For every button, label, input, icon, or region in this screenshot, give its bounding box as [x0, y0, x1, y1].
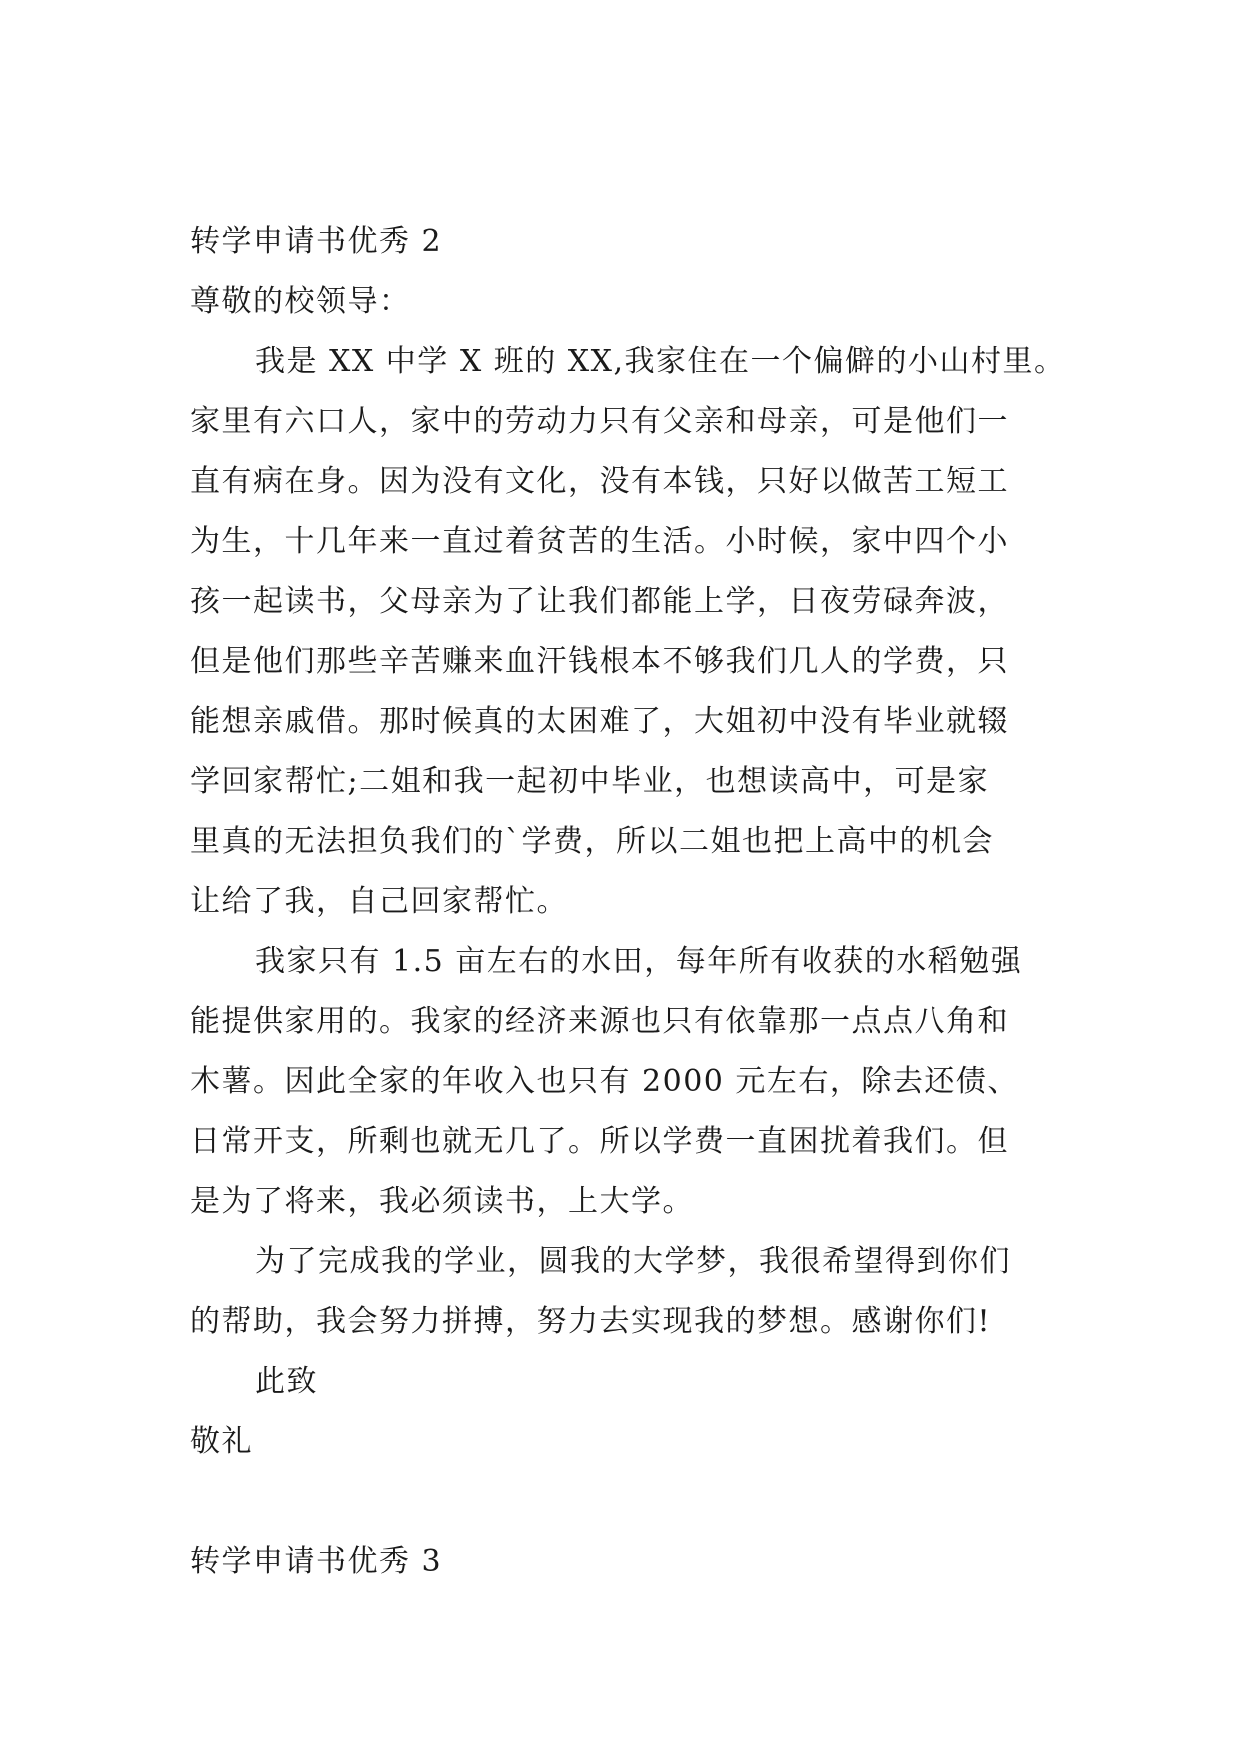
- paragraph-line: 直有病在身。因为没有文化，没有本钱，只好以做苦工短工: [190, 464, 1009, 499]
- paragraph-line: 我家只有 1.5 亩左右的水田，每年所有收获的水稻勉强: [255, 944, 1023, 979]
- paragraph-line: 能想亲戚借。那时候真的太困难了，大姐初中没有毕业就辍: [190, 704, 1009, 739]
- paragraph-line: 为了完成我的学业，圆我的大学梦，我很希望得到你们: [255, 1244, 1011, 1279]
- section-heading: 转学申请书优秀 3: [190, 1544, 443, 1579]
- paragraph-line: 里真的无法担负我们的`学费，所以二姐也把上高中的机会: [190, 824, 994, 859]
- paragraph-line: 能提供家用的。我家的经济来源也只有依靠那一点点八角和: [190, 1004, 1009, 1039]
- paragraph-line: 木薯。因此全家的年收入也只有 2000 元左右，除去还债、: [190, 1064, 1019, 1099]
- paragraph-line: 让给了我，自己回家帮忙。: [190, 884, 568, 919]
- closing-line: 敬礼: [190, 1424, 253, 1459]
- salutation: 尊敬的校领导：: [190, 284, 411, 319]
- paragraph-line: 孩一起读书，父母亲为了让我们都能上学，日夜劳碌奔波，: [190, 584, 1009, 619]
- paragraph-line: 是为了将来，我必须读书，上大学。: [190, 1184, 694, 1219]
- closing-line: 此致: [255, 1364, 318, 1399]
- paragraph-line: 日常开支，所剩也就无几了。所以学费一直困扰着我们。但: [190, 1124, 1009, 1159]
- paragraph-line: 但是他们那些辛苦赚来血汗钱根本不够我们几人的学费，只: [190, 644, 1009, 679]
- section-heading: 转学申请书优秀 2: [190, 224, 443, 259]
- paragraph-line: 家里有六口人，家中的劳动力只有父亲和母亲，可是他们一: [190, 404, 1009, 439]
- paragraph-line: 学回家帮忙;二姐和我一起初中毕业，也想读高中，可是家: [190, 764, 990, 799]
- paragraph-line: 为生，十几年来一直过着贫苦的生活。小时候，家中四个小: [190, 524, 1009, 559]
- paragraph-line: 我是 XX 中学 X 班的 XX,我家住在一个偏僻的小山村里。: [255, 344, 1066, 379]
- paragraph-line: 的帮助，我会努力拼搏，努力去实现我的梦想。感谢你们!: [190, 1304, 992, 1339]
